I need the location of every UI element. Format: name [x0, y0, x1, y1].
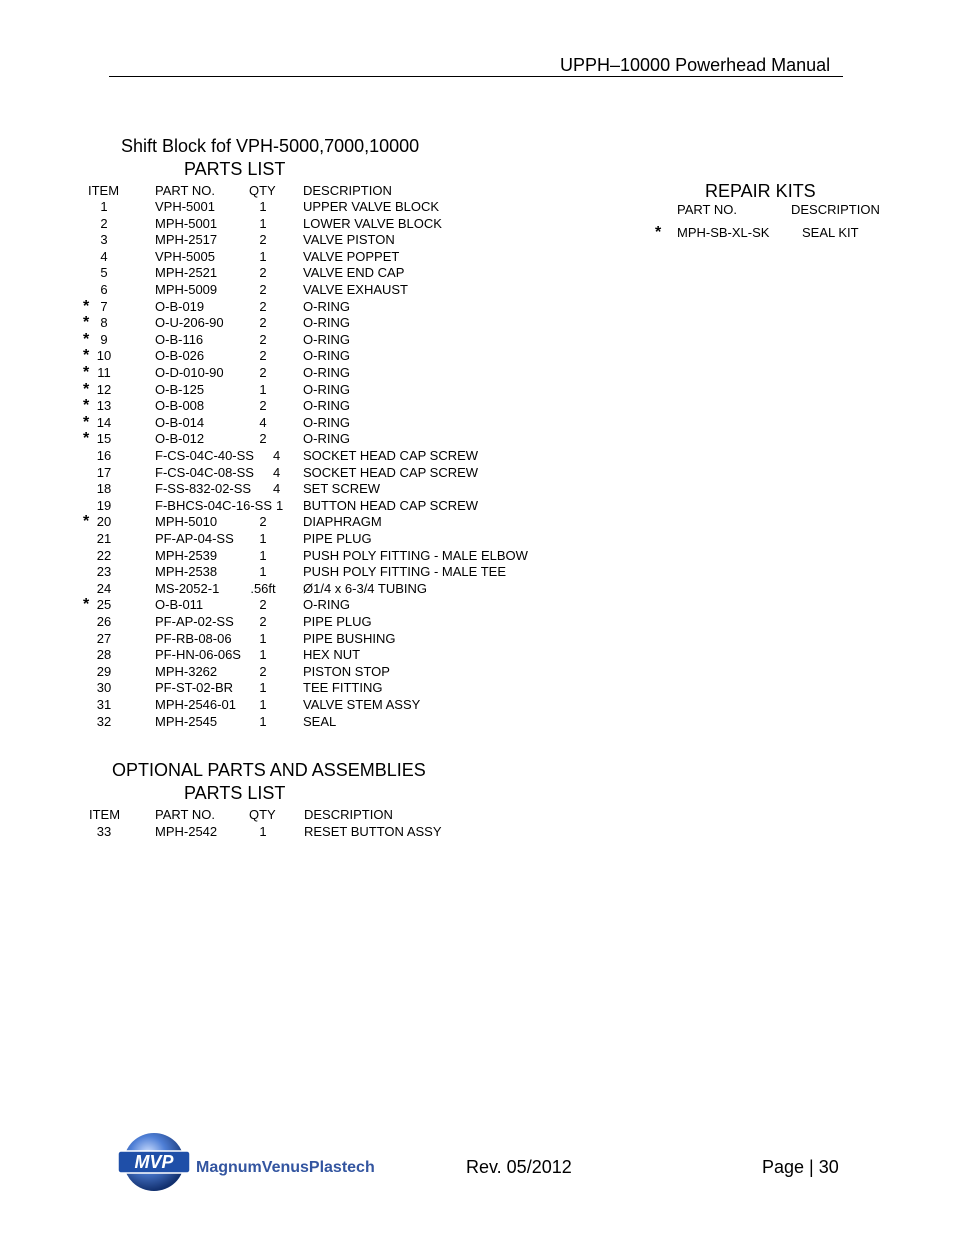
description: O-RING: [303, 365, 350, 380]
opt-col-partno-header: PART NO.: [155, 807, 215, 822]
header-rule: [109, 76, 843, 77]
description: O-RING: [303, 415, 350, 430]
quantity: 2: [259, 431, 267, 446]
description: BUTTON HEAD CAP SCREW: [303, 498, 479, 513]
quantity: 1: [259, 824, 267, 839]
part-number: MPH-5010: [155, 514, 218, 529]
quantity: 4: [273, 448, 281, 463]
quantity: 1: [259, 697, 267, 712]
item-number: 28: [96, 647, 112, 662]
manual-title: UPPH–10000 Powerhead Manual: [560, 55, 831, 75]
part-number: MPH-5009: [155, 282, 218, 297]
quantity: 1: [276, 498, 284, 513]
item-number: 33: [96, 824, 112, 839]
item-number: 11: [97, 365, 111, 380]
required-marker: *: [83, 381, 90, 398]
item-number: 6: [100, 282, 108, 297]
description: O-RING: [303, 431, 350, 446]
quantity: 2: [259, 398, 267, 413]
quantity: 1: [259, 548, 267, 563]
description: O-RING: [303, 382, 350, 397]
part-number: MPH-2539: [155, 548, 218, 563]
item-number: 5: [100, 265, 108, 280]
part-number: F-BHCS-04C-16-SS: [155, 498, 273, 513]
item-number: 20: [96, 514, 112, 529]
part-number: O-B-008: [155, 398, 205, 413]
optional-section-title: OPTIONAL PARTS AND ASSEMBLIES: [112, 760, 426, 780]
quantity: 1: [259, 647, 267, 662]
quantity: 2: [259, 282, 267, 297]
part-number: O-D-010-90: [155, 365, 224, 380]
part-number: PF-ST-02-BR: [155, 680, 234, 695]
part-number: MPH-3262: [155, 664, 218, 679]
description: PISTON STOP: [303, 664, 390, 679]
quantity: 2: [259, 597, 267, 612]
description: SET SCREW: [303, 481, 381, 496]
part-number: MPH-2546-01: [155, 697, 236, 712]
logo-mark: MVP: [134, 1152, 174, 1172]
required-marker: *: [655, 224, 662, 241]
part-number: O-B-012: [155, 431, 205, 446]
description: O-RING: [303, 315, 350, 330]
item-number: 21: [96, 531, 112, 546]
quantity: 2: [259, 514, 267, 529]
page-number: Page | 30: [762, 1157, 839, 1177]
description: O-RING: [303, 348, 350, 363]
item-number: 4: [100, 249, 108, 264]
part-number: O-B-014: [155, 415, 205, 430]
item-number: 27: [96, 631, 112, 646]
part-number: PF-AP-02-SS: [155, 614, 234, 629]
item-number: 7: [100, 299, 108, 314]
section-title: Shift Block fof VPH-5000,7000,10000: [121, 136, 420, 156]
description: LOWER VALVE BLOCK: [303, 216, 442, 231]
item-number: 9: [100, 332, 108, 347]
part-number: O-B-116: [155, 332, 204, 347]
part-number: MPH-2521: [155, 265, 218, 280]
description: O-RING: [303, 398, 350, 413]
description: SOCKET HEAD CAP SCREW: [303, 448, 479, 463]
part-number: PF-HN-06-06S: [155, 647, 241, 662]
quantity: 1: [259, 564, 267, 579]
part-number: O-B-019: [155, 299, 205, 314]
quantity: 1: [259, 199, 267, 214]
quantity: 2: [259, 664, 267, 679]
description: VALVE PISTON: [303, 232, 395, 247]
quantity: 2: [259, 614, 267, 629]
item-number: 22: [96, 548, 112, 563]
description: PUSH POLY FITTING - MALE TEE: [303, 564, 506, 579]
company-logo: [112, 1132, 402, 1194]
part-number: PF-AP-04-SS: [155, 531, 234, 546]
part-number: O-B-011: [155, 597, 204, 612]
required-marker: *: [83, 414, 90, 431]
description: RESET BUTTON ASSY: [304, 824, 442, 839]
description: VALVE EXHAUST: [303, 282, 408, 297]
opt-col-qty-header: QTY: [249, 807, 276, 822]
part-number: O-U-206-90: [155, 315, 224, 330]
description: SOCKET HEAD CAP SCREW: [303, 465, 479, 480]
part-number: MPH-2542: [155, 824, 218, 839]
required-marker: *: [83, 596, 90, 613]
required-marker: *: [83, 298, 90, 315]
required-marker: *: [83, 513, 90, 530]
item-number: 24: [96, 581, 112, 596]
part-number: F-SS-832-02-SS: [155, 481, 252, 496]
kit-col-description-header: DESCRIPTION: [791, 202, 880, 217]
kit-part-number: MPH-SB-XL-SK: [677, 225, 770, 240]
required-marker: *: [83, 331, 90, 348]
part-number: MS-2052-1: [155, 581, 220, 596]
item-number: 15: [96, 431, 112, 446]
description: HEX NUT: [303, 647, 361, 662]
quantity: 2: [259, 265, 267, 280]
quantity: 4: [273, 481, 281, 496]
item-number: 19: [96, 498, 112, 513]
part-number: PF-RB-08-06: [155, 631, 232, 646]
quantity: 1: [259, 631, 267, 646]
required-marker: *: [83, 430, 90, 447]
description: O-RING: [303, 597, 350, 612]
required-marker: *: [83, 364, 90, 381]
description: VALVE END CAP: [303, 265, 405, 280]
description: PIPE BUSHING: [303, 631, 396, 646]
part-number: MPH-2517: [155, 232, 218, 247]
quantity: 4: [259, 415, 267, 430]
col-partno-header: PART NO.: [155, 183, 215, 198]
item-number: 18: [96, 481, 112, 496]
revision-date: Rev. 05/2012: [466, 1157, 572, 1177]
description: PUSH POLY FITTING - MALE ELBOW: [303, 548, 528, 563]
item-number: 8: [100, 315, 108, 330]
part-number: MPH-2545: [155, 714, 218, 729]
quantity: 1: [259, 680, 267, 695]
description: PIPE PLUG: [303, 614, 372, 629]
item-number: 13: [96, 398, 112, 413]
required-marker: *: [83, 347, 90, 364]
quantity: 1: [259, 382, 267, 397]
item-number: 23: [96, 564, 112, 579]
description: O-RING: [303, 299, 350, 314]
item-number: 26: [96, 614, 112, 629]
item-number: 3: [100, 232, 108, 247]
quantity: 2: [259, 348, 267, 363]
quantity: 2: [259, 365, 267, 380]
opt-col-description-header: DESCRIPTION: [304, 807, 393, 822]
item-number: 30: [96, 680, 112, 695]
quantity: 1: [259, 531, 267, 546]
quantity: 2: [259, 332, 267, 347]
item-number: 14: [96, 415, 112, 430]
item-number: 2: [100, 216, 108, 231]
part-number: F-CS-04C-08-SS: [155, 465, 254, 480]
required-marker: *: [83, 397, 90, 414]
kit-col-partno-header: PART NO.: [677, 202, 737, 217]
description: SEAL: [303, 714, 337, 729]
col-description-header: DESCRIPTION: [303, 183, 392, 198]
description: UPPER VALVE BLOCK: [303, 199, 440, 214]
col-item-header: ITEM: [88, 183, 120, 198]
opt-col-item-header: ITEM: [89, 807, 121, 822]
quantity: 1: [259, 249, 267, 264]
part-number: O-B-026: [155, 348, 205, 363]
part-number: MPH-5001: [155, 216, 218, 231]
item-number: 17: [96, 465, 112, 480]
logo-text: MagnumVenusPlastech: [196, 1159, 375, 1176]
description: VALVE POPPET: [303, 249, 400, 264]
item-number: 25: [96, 597, 112, 612]
description: PIPE PLUG: [303, 531, 372, 546]
kit-description: SEAL KIT: [802, 225, 859, 240]
col-qty-header: QTY: [249, 183, 276, 198]
quantity: 2: [259, 232, 267, 247]
description: Ø1/4 x 6-3/4 TUBING: [303, 581, 428, 596]
part-number: F-CS-04C-40-SS: [155, 448, 254, 463]
section-subtitle: PARTS LIST: [184, 159, 286, 179]
quantity: 2: [259, 315, 267, 330]
part-number: VPH-5005: [155, 249, 215, 264]
item-number: 1: [100, 199, 108, 214]
optional-section-subtitle: PARTS LIST: [184, 783, 286, 803]
part-number: VPH-5001: [155, 199, 215, 214]
item-number: 16: [96, 448, 112, 463]
required-marker: *: [83, 314, 90, 331]
quantity: 1: [259, 216, 267, 231]
item-number: 31: [96, 697, 112, 712]
description: O-RING: [303, 332, 350, 347]
description: DIAPHRAGM: [303, 514, 382, 529]
description: VALVE STEM ASSY: [303, 697, 421, 712]
part-number: MPH-2538: [155, 564, 218, 579]
quantity: 1: [259, 714, 267, 729]
quantity: 4: [273, 465, 281, 480]
description: TEE FITTING: [303, 680, 383, 695]
part-number: O-B-125: [155, 382, 205, 397]
item-number: 10: [96, 348, 112, 363]
item-number: 29: [96, 664, 112, 679]
item-number: 12: [96, 382, 112, 397]
item-number: 32: [96, 714, 112, 729]
quantity: 2: [259, 299, 267, 314]
quantity: .56ft: [250, 581, 276, 596]
repair-kits-title: REPAIR KITS: [705, 181, 816, 201]
